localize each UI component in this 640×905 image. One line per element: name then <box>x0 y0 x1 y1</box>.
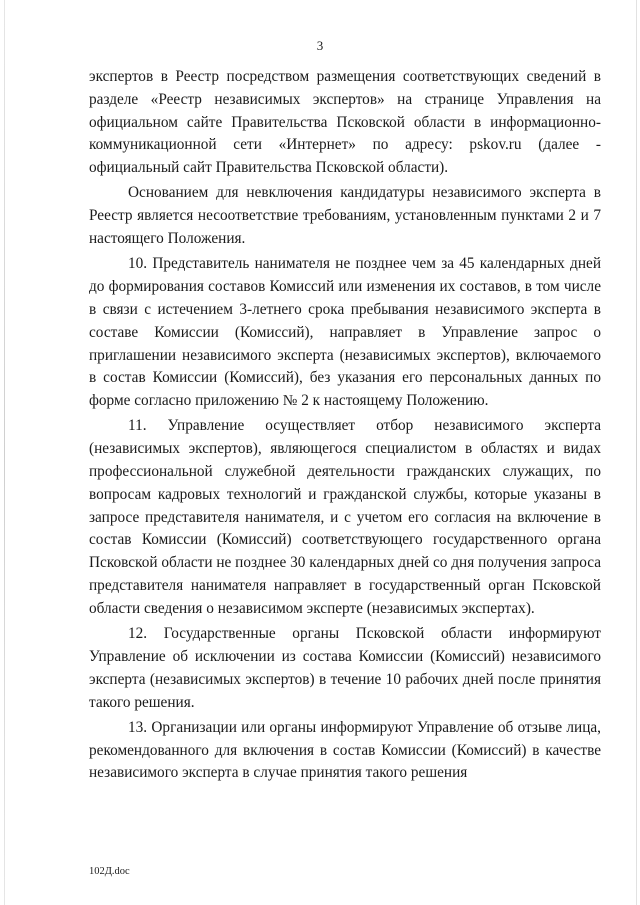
scan-edge-right <box>636 0 637 905</box>
page-number: 3 <box>316 38 324 53</box>
scan-edge-left <box>4 0 5 905</box>
paragraph-exclusion-grounds: Основанием для невключения кандидатуры независимого эксперта в Реестр является несоответствие требованиям, установленным пунктами 2 и 7 настоящего Положения. <box>89 184 601 248</box>
paragraph-13: 13. Организации или органы информируют Управление об отзыве лица, рекомендованного для включения в состав Комиссии (Комиссий) в качестве независимого эксперта в случае принятия такого решения <box>89 718 601 782</box>
document-body <box>89 66 601 788</box>
footer-filename: 102Д.doc <box>89 866 130 877</box>
paragraph-10: 10. Представитель нанимателя не позднее чем за 45 календарных дней до формирования составов Комиссий или изменения их составов, в том числе в связи с истечением 3-летнего срока пребывания независимого эксперта в составе Комиссии (Комиссий), направляет в Управление запрос о приглашении независимого эксперта (независимых экспертов), включаемого в состав Комиссии (Комиссий), без указания его персональных данных по форме согласно приложению № 2 к настоящему Положению. <box>89 255 601 410</box>
paragraph-11: 11. Управление осуществляет отбор независимого эксперта (независимых экспертов), являющегося специалистом в областях и видах профессиональной служебной деятельности гражданских служащих, по вопросам кадровых технологий и гражданской службы, которые указаны в запросе представителя нанимателя, и с учетом его согласия на включение в состав Комиссии (Комиссий) соответствующего государственного органа Псковской области не позднее 30 календарных дней со дня получения запроса представителя нанимателя направляет в государственный орган Псковской области сведения о независимом эксперте (независимых экспертах). <box>89 417 601 617</box>
paragraph-continuation: экспертов в Реестр посредством размещения соответствующих сведений в разделе «Реестр независимых экспертов» на странице Управления на официальном сайте Правительства Псковской области в информационно-коммуникационной сети «Интернет» по адресу: pskov.ru (далее - официальный сайт Правительства Псковской области). <box>89 68 601 177</box>
paragraph-12: 12. Государственные органы Псковской области информируют Управление об исключении из состава Комиссии (Комиссий) независимого эксперта (независимых экспертов) в течение 10 рабочих дней после принятия такого решения. <box>89 625 601 711</box>
